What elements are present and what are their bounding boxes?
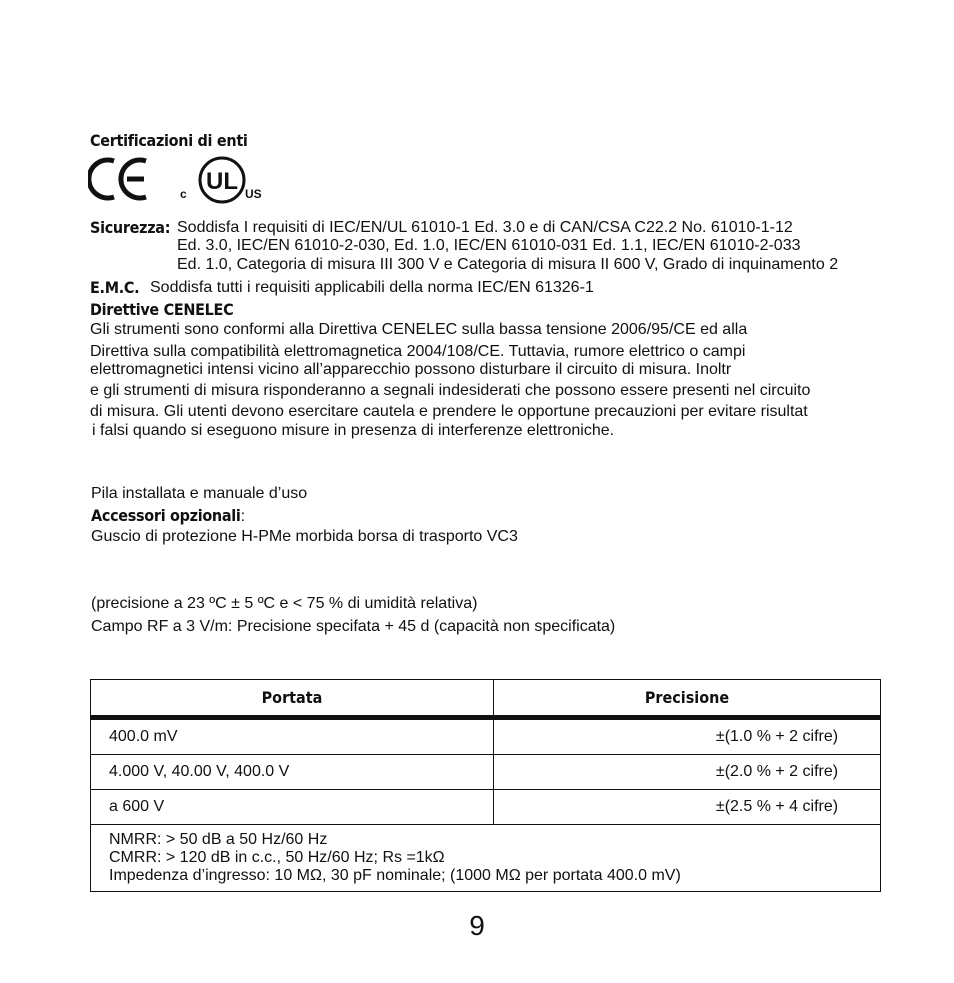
ul-listing-mark-icon: [178, 153, 270, 211]
ul-mark-us: US: [245, 187, 262, 201]
range-cell: 4.000 V, 40.00 V, 400.0 V: [91, 755, 494, 790]
table-header-row: [91, 680, 881, 718]
accessories-heading: [91, 506, 245, 526]
accessories-text: Guscio di protezione H-PMe morbida borsa di trasporto VC3: [91, 528, 518, 545]
safety-line: Ed. 1.0, Categoria di misura III 300 V e Categoria di misura II 600 V, Grado di inquinamento 2: [177, 256, 839, 273]
table-notes-row: [91, 825, 881, 892]
accuracy-cell: ±(2.0 % + 2 cifre): [494, 755, 881, 790]
notes-cell: [91, 825, 881, 892]
accuracy-conditions: (precisione a 23 ºC ± 5 ºC e < 75 % di umidità relativa): [91, 595, 478, 612]
included-items: Pila installata e manuale d’uso: [91, 485, 308, 502]
range-cell: a 600 V: [91, 790, 494, 825]
cenelec-line: Direttiva sulla compatibilità elettromagnetica 2004/108/CE. Tuttavia, rumore elettrico o campi: [90, 343, 746, 360]
cenelec-line: di misura. Gli utenti devono esercitare cautela e prendere le opportune precauzioni per evitare risultat: [90, 403, 808, 420]
ul-mark-center: UL: [206, 168, 238, 195]
cenelec-line: i falsi quando si eseguono misure in presenza di interferenze elettroniche.: [92, 422, 615, 439]
safety-line: Soddisfa I requisiti di IEC/EN/UL 61010-1 Ed. 3.0 e di CAN/CSA C22.2 No. 61010-1-12: [177, 219, 793, 236]
ce-mark-icon: [88, 157, 150, 201]
dc-voltage-spec-table: [90, 679, 881, 892]
note-line: Impedenza d’ingresso: 10 MΩ, 30 pF nominale; (1000 MΩ per portata 400.0 mV): [109, 867, 681, 884]
safety-label: Sicurezza:: [90, 218, 171, 237]
header-range: Portata: [91, 680, 494, 718]
header-accuracy: Precisione: [494, 680, 881, 718]
range-cell: 400.0 mV: [91, 718, 494, 755]
cenelec-heading: Direttive CENELEC: [90, 300, 234, 319]
table-row: [91, 790, 881, 825]
table-row: [91, 755, 881, 790]
note-line: NMRR: > 50 dB a 50 Hz/60 Hz: [109, 831, 328, 848]
page-number: 9: [469, 910, 485, 941]
accuracy-cell: ±(1.0 % + 2 cifre): [494, 718, 881, 755]
accessories-label: Accessori opzionali: [91, 506, 241, 525]
note-line: CMRR: > 120 dB in c.c., 50 Hz/60 Hz; Rs =1kΩ: [109, 849, 445, 866]
emc-text: Soddisfa tutti i requisiti applicabili della norma IEC/EN 61326-1: [150, 279, 594, 296]
cenelec-line: e gli strumenti di misura risponderanno a segnali indesiderati che possono essere presenti nel circuito: [90, 382, 811, 399]
ul-mark-c: c: [180, 187, 187, 201]
rf-field-note: Campo RF a 3 V/m: Precisione specifata + 45 d (capacità non specificata): [91, 618, 616, 635]
cenelec-line: elettromagnetici intensi vicino all’apparecchio possono disturbare il circuito di misura. Inoltr: [90, 361, 732, 378]
accuracy-cell: ±(2.5 % + 4 cifre): [494, 790, 881, 825]
cenelec-line: Gli strumenti sono conformi alla Direttiva CENELEC sulla bassa tensione 2006/95/CE ed alla: [90, 321, 748, 338]
safety-line: Ed. 3.0, IEC/EN 61010-2-030, Ed. 1.0, IEC/EN 61010-031 Ed. 1.1, IEC/EN 61010-2-033: [177, 237, 801, 254]
table-row: [91, 718, 881, 755]
certifications-heading: Certificazioni di enti: [90, 131, 248, 150]
emc-label: E.M.C.: [90, 278, 140, 297]
accessories-colon: :: [240, 508, 246, 525]
